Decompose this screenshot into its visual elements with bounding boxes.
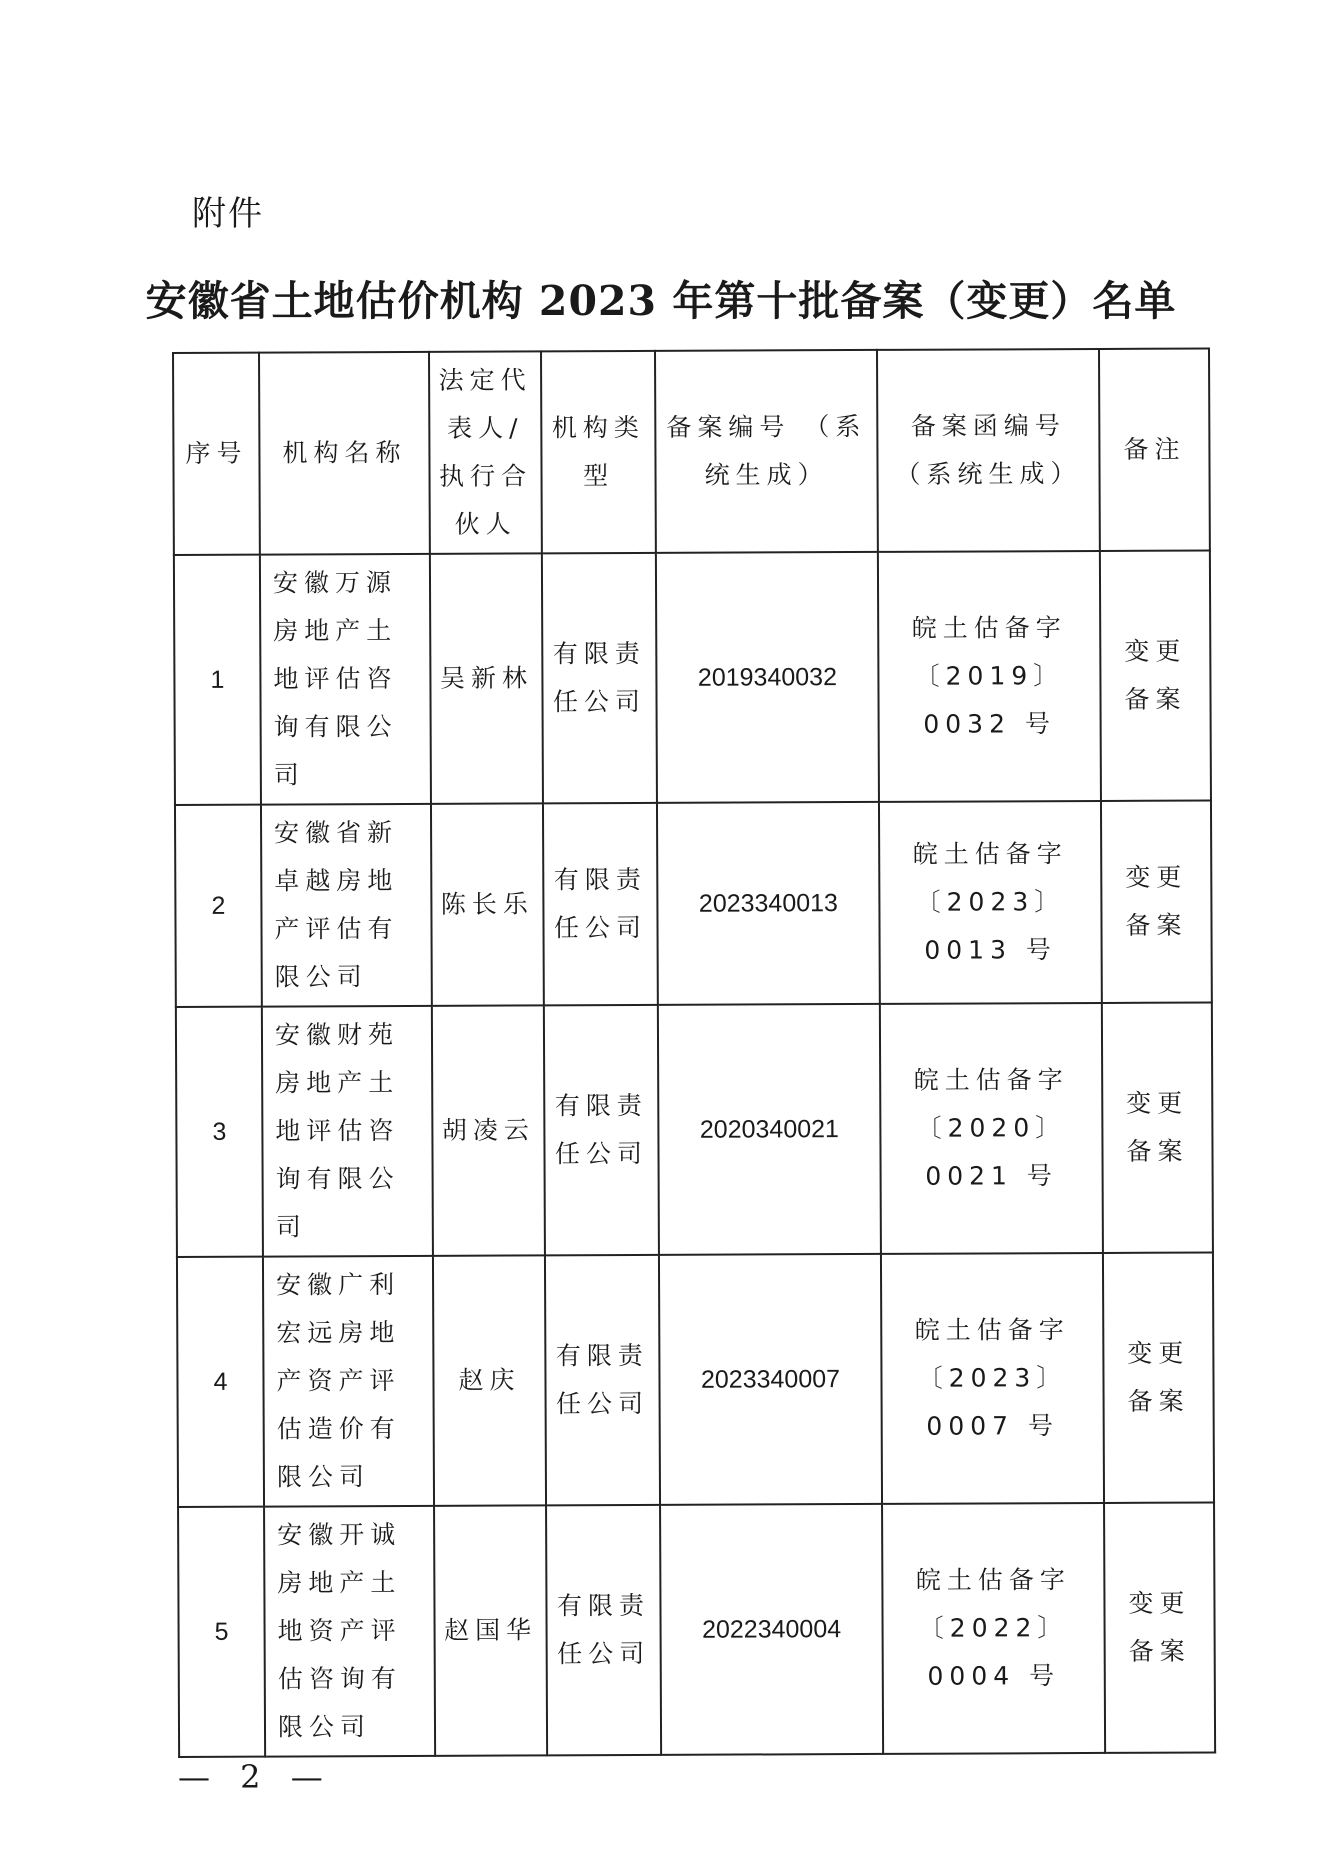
cell-record-no: 2019340032 xyxy=(656,552,879,803)
header-org-name: 机构名称 xyxy=(259,352,430,555)
cell-seq: 2 xyxy=(175,805,262,1007)
cell-note: 变更备案 xyxy=(1101,800,1212,1002)
header-org-type: 机构类型 xyxy=(541,351,656,553)
cell-note: 变更备案 xyxy=(1100,550,1211,800)
cell-record-no: 2023340013 xyxy=(657,802,880,1005)
cell-record-no: 2020340021 xyxy=(658,1004,881,1255)
attachment-label: 附件 xyxy=(192,194,264,234)
filing-list-table xyxy=(172,347,1216,1758)
table-row xyxy=(175,800,1212,1007)
cell-letter-no: 皖土估备字〔2023〕0013 号 xyxy=(879,801,1102,1004)
cell-letter-no: 皖土估备字〔2019〕0032 号 xyxy=(878,551,1101,802)
cell-org-type: 有限责任公司 xyxy=(543,803,658,1005)
cell-record-no: 2022340004 xyxy=(660,1504,883,1755)
cell-legal-rep: 陈长乐 xyxy=(431,803,544,1005)
header-legal-rep: 法定代表人/执行合伙人 xyxy=(429,351,542,553)
cell-org-name: 安徽财苑房地产土地评估咨询有限公司 xyxy=(262,1006,433,1257)
document-title: 安徽省土地估价机构 2023 年第十批备案（变更）名单 xyxy=(145,277,1177,325)
cell-letter-no: 皖土估备字〔2023〕0007 号 xyxy=(881,1253,1104,1504)
cell-org-type: 有限责任公司 xyxy=(542,553,657,803)
cell-legal-rep: 胡凌云 xyxy=(432,1005,545,1255)
cell-record-no: 2023340007 xyxy=(659,1254,882,1505)
cell-letter-no: 皖土估备字〔2020〕0021 号 xyxy=(880,1003,1103,1254)
table-row xyxy=(178,1502,1215,1757)
cell-org-name: 安徽万源房地产土地评估咨询有限公司 xyxy=(260,554,431,805)
header-letter-no: 备案函编号（系统生成） xyxy=(877,349,1100,552)
cell-note: 变更备案 xyxy=(1103,1252,1214,1502)
cell-seq: 3 xyxy=(176,1007,263,1257)
page-number: — 2 — xyxy=(178,1758,333,1796)
cell-org-type: 有限责任公司 xyxy=(546,1505,661,1755)
header-seq: 序号 xyxy=(173,353,260,555)
header-note: 备注 xyxy=(1099,348,1210,550)
cell-legal-rep: 赵国华 xyxy=(434,1505,547,1755)
cell-note: 变更备案 xyxy=(1104,1502,1215,1752)
cell-letter-no: 皖土估备字〔2022〕0004 号 xyxy=(882,1503,1105,1754)
table-row xyxy=(177,1252,1214,1507)
cell-org-type: 有限责任公司 xyxy=(544,1005,659,1255)
cell-org-name: 安徽开诚房地产土地资产评估咨询有限公司 xyxy=(264,1506,435,1757)
cell-org-name: 安徽省新卓越房地产评估有限公司 xyxy=(261,804,432,1007)
cell-seq: 4 xyxy=(177,1257,264,1507)
table-header-row xyxy=(173,348,1210,555)
cell-org-name: 安徽广利宏远房地产资产评估造价有限公司 xyxy=(263,1256,434,1507)
header-record-no: 备案编号 （系统生成） xyxy=(655,350,878,553)
cell-legal-rep: 吴新林 xyxy=(430,553,543,803)
cell-seq: 1 xyxy=(174,555,261,805)
cell-note: 变更备案 xyxy=(1102,1002,1213,1252)
cell-legal-rep: 赵庆 xyxy=(433,1255,546,1505)
cell-seq: 5 xyxy=(178,1507,265,1757)
cell-org-type: 有限责任公司 xyxy=(545,1255,660,1505)
table-row xyxy=(174,550,1211,805)
table-row xyxy=(176,1002,1213,1257)
